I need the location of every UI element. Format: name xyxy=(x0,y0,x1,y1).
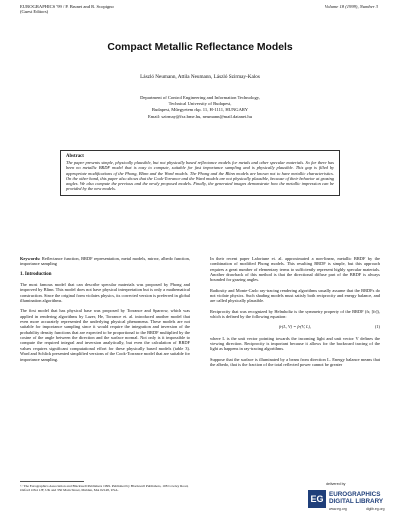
body-paragraph: The most famous model that can describe specular materials was proposed by Phong and improved by Blinn. This model does not have physical interpretation but is only a mathematical construction. Since the original form violates physics, its corrected version is preferred in global illumination algorithms. xyxy=(20,282,190,304)
editors-line: (Guest Editors) xyxy=(20,9,49,15)
affiliation-line: Budapest, Műegyetem rkp. 11, H-1111, HUNGARY xyxy=(151,107,249,113)
equation xyxy=(210,324,380,329)
affiliation-line: Department of Control Engineering and Information Technology, xyxy=(140,95,260,100)
email-line: Email: szirmay@fsz.bme.hu, neumann@mail.datanet.hu xyxy=(147,113,252,119)
body-paragraph: Reciprocity that was recognized by Helmholtz is the symmetry property of the BRDF (fr, [fr]), which is defined by the following equation: xyxy=(210,308,380,320)
keywords-label: Keywords: xyxy=(20,256,41,261)
author-list: László Neumann, Attila Neumann, László Szirmay-Kalos xyxy=(140,74,260,80)
section-title: 1. Introduction xyxy=(20,271,52,277)
running-header-left xyxy=(20,4,114,15)
abstract-text: The paper presents simple, physically plausible, but not physically based reflectance models for metals and other specular materials. So far there has been no metallic BRDF model that is easy to compute, suitable for fast importance sampling and is physically plausible. This gap is filled by appropriate modifications of the Phong, Blinn and the Ward models. The Phong and the Blinn models are known not to have metallic characteristics. On the other hand, this paper also shows that the Cook-Torrance and the Ward models are not physically plausible, because of their behavior at grazing angles. We also compute the previous and the newly proposed models. Finally, the generated images demonstrate how the metallic impression can be provided by the new models. xyxy=(66,160,334,192)
copyright-footnote: © The Eurographics Association and Blackwell Publishers 1999. Published by Blackwell Publishers, 108 Cowley Road, Oxford OX4 1JF, UK and 350 Main Street, Malden, MA 02148, USA. xyxy=(20,484,189,493)
eurographics-digital-library-logo[interactable] xyxy=(308,486,394,514)
running-header-right: Volume 18 (1999), Number 3 xyxy=(324,4,378,9)
affiliation xyxy=(0,95,400,120)
eg-url-link[interactable]: www.eg.org xyxy=(329,507,347,511)
eg-logo-icon: EG xyxy=(308,490,326,508)
diglib-url-link[interactable]: diglib.eg.org xyxy=(366,507,385,511)
left-column xyxy=(20,256,190,367)
keywords xyxy=(20,256,190,267)
right-column xyxy=(210,256,380,373)
abstract-box xyxy=(60,150,340,196)
equation-number: (1) xyxy=(374,324,380,330)
eg-logo-line1: EUROGRAPHICS xyxy=(329,491,381,498)
delivered-by-label: delivered by xyxy=(326,482,346,486)
equation-text: fr(L, V) = fr(V, L), xyxy=(278,324,312,330)
body-paragraph: The first model that has physical base was proposed by Torrance and Sparrow, which was applied in rendering algorithms by Lazer, He, Torrance et. al. introduced another model that even more accurately represented the underlying physical phenomena. These models are not suitable for importance sampling since it would require the integration and inversion of the probability density functions that are expected to be proportional to the BRDF multiplied by the cosine of the angle between the direction and the surface normal. Not only is it impossible to compute the required integral and inversion analytically, but even the calculation of BRDF values requires significant computational effort for these physically based models (table 3). Ward and Schlick presented simplified versions of the Cook-Torrance model that are suitable for importance sampling. xyxy=(20,308,190,362)
eg-logo-line2: DIGITAL LIBRARY xyxy=(329,498,384,505)
affiliation-line: Technical University of Budapest, xyxy=(168,101,232,107)
body-paragraph: where L is the unit vector pointing towards the incoming light and unit vector V defines the viewing direction. Reciprocity is important because it allows for the backward tracing of the light as happens in ray-tracing algorithms. xyxy=(210,335,380,352)
footnote-rule xyxy=(20,481,84,482)
body-paragraph: In their recent paper Lafortune et. al. approximated a non-linear, metallic BRDF by the combination of modified Phong models. This resulting BRDF is simple, but this approach requires a great number of elementary terms to sufficiently represent highly specular materials. Another drawback of this method is that the directional diffuse part of the BRDF is always bounded for grazing angles. xyxy=(210,256,380,283)
keywords-text: Reflectance function, BRDF representation, metal models, mirror, albedo function, importance sampling xyxy=(20,256,190,267)
body-paragraph: Radiosity and Monte-Carlo ray-tracing rendering algorithms usually assume that the BRDFs do not violate physics. Such shading models must satisfy both reciprocity and energy balance, and are called physically plausible. xyxy=(210,287,380,304)
paper-title: Compact Metallic Reflectance Models xyxy=(107,42,293,53)
body-paragraph: Suppose that the surface is illuminated by a beam from direction L. Energy balance means that the albedo, that is the fraction of the total reflected power cannot be greater xyxy=(210,356,380,368)
conference-line: EUROGRAPHICS '99 / P. Brunet and R. Scopigno xyxy=(20,4,114,9)
abstract-heading: Abstract xyxy=(66,154,84,159)
